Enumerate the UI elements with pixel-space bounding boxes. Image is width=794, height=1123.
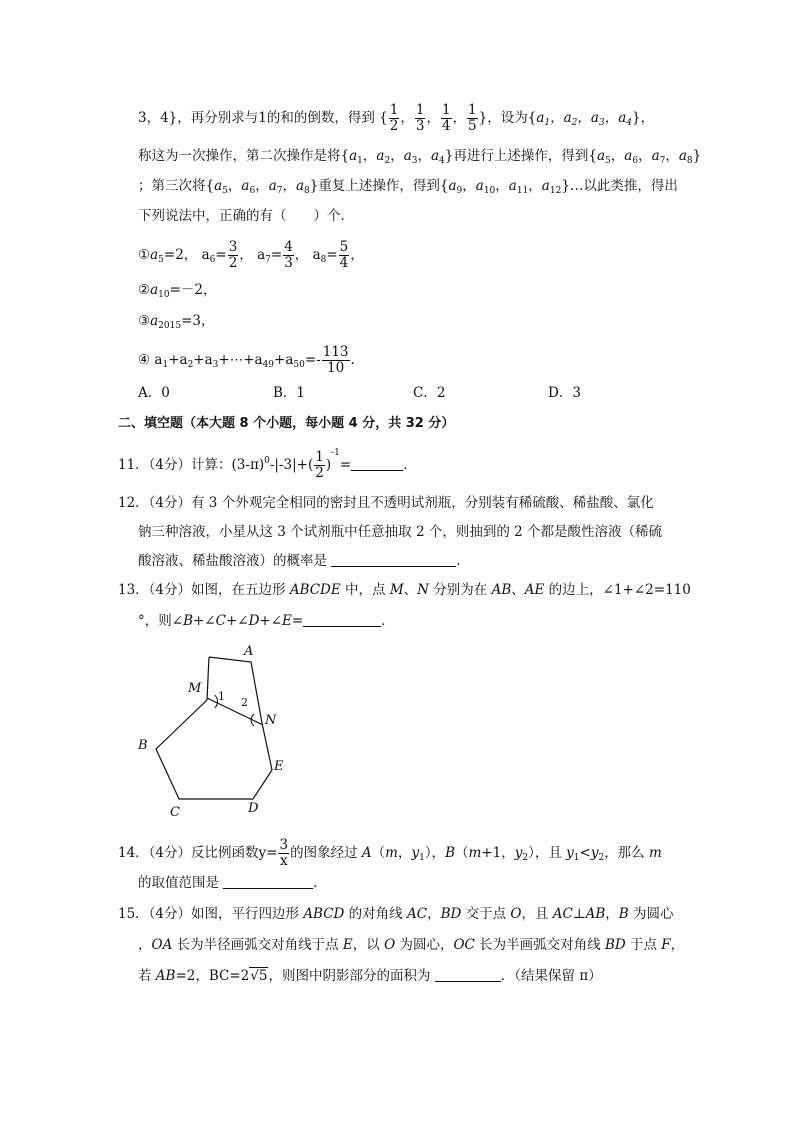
frac-den: x bbox=[279, 853, 288, 869]
q10-s1-end: ， bbox=[350, 247, 364, 263]
option-d[interactable]: D．3 bbox=[548, 385, 581, 401]
q11-expr-b: -|-3|+( bbox=[269, 457, 314, 473]
option-a[interactable]: A．0 bbox=[138, 385, 170, 401]
brace-open: { bbox=[379, 110, 388, 126]
q13-line1: 13．（4分）如图，在五边形 ABCDE 中，点 M、N 分别为在 AB、AE 的边上，∠1+∠2=110 bbox=[118, 582, 691, 598]
q12-answer-blank[interactable] bbox=[331, 552, 456, 567]
frac-num: 4 bbox=[284, 239, 293, 255]
frac-3-2 bbox=[228, 240, 239, 271]
q14-label: 14．（4分）反比例函数 bbox=[118, 845, 259, 861]
pentagon-outline bbox=[156, 657, 272, 799]
frac-5-4 bbox=[339, 240, 350, 271]
frac-1-3 bbox=[415, 103, 426, 134]
frac-num: 5 bbox=[339, 239, 349, 255]
q10-statement-3: $③a_{2015}=3$， bbox=[138, 313, 215, 331]
q15-line3: 若 AB=2，BC=2√5，则图中阴影部分的面积为 ．（结果保留 π） bbox=[138, 968, 602, 984]
label-a: A bbox=[244, 644, 254, 659]
q10-statement-4: ④ $a_1+a_2+a_3+\cdots+a_{49}+a_{50}=-$ $\frac{113}{10}$ . bbox=[138, 344, 355, 376]
circle-4: ④ bbox=[138, 352, 151, 368]
q11-expr-a: (3-π) bbox=[231, 457, 265, 473]
q11-expr-d: = bbox=[339, 457, 352, 473]
frac-den: 10 bbox=[327, 360, 345, 376]
frac-num: 1 bbox=[415, 102, 425, 118]
q14-line1: 14．（4分）反比例函数y= $\frac{3}{x}$ 的图象经过 A（m，$y_1$），B（m+1，$y_2$），且 $y_1<y_2$，那么 m bbox=[118, 837, 662, 869]
frac-num: 1 bbox=[468, 102, 477, 118]
q10-line1-close: }， bbox=[632, 110, 655, 126]
frac-num: 1 bbox=[315, 449, 324, 465]
label-b: B bbox=[138, 738, 148, 753]
q10-line1-mid: ，设为{ bbox=[487, 110, 537, 126]
frac-1-5 bbox=[467, 103, 478, 134]
q13-end: ． bbox=[381, 613, 395, 629]
q11-end: ． bbox=[403, 457, 417, 473]
q10-line4: 下列说法中，正确的有（ ）个． bbox=[138, 208, 354, 224]
frac-1-4 bbox=[441, 103, 452, 134]
sqrt-value: 5 bbox=[258, 968, 268, 984]
frac-num: 1 bbox=[441, 102, 451, 118]
label-c: C bbox=[170, 805, 180, 820]
q10-line2: 称这为一次操作，第二次操作是将{$a_1$，$a_2$，$a_3$，$a_4$}再进行上述操作，得到{$a_5$，$a_6$，$a_7$，$a_8$} bbox=[138, 148, 702, 166]
q15-line3-text: ，则图中阴影部分的面积为 bbox=[268, 968, 431, 984]
q15-line1: 15．（4分）如图，平行四边形 ABCD 的对角线 AC，BD 交于点 O，且 AC⊥AB，B 为圆心 bbox=[118, 906, 674, 922]
frac-den: 2 bbox=[389, 118, 399, 134]
section-2-title: 二、填空题（本大题 8 个小题，每小题 4 分，共 32 分） bbox=[118, 416, 455, 431]
q10-line3: ；第三次将{$a_5$，$a_6$，$a_7$，$a_8$}重复上述操作，得到{$a_9$，$a_{10}$，$a_{11}$，$a_{12}\}\dots$以此类推，得出 bbox=[138, 178, 678, 196]
label-e: E bbox=[274, 759, 284, 774]
q11-exp0: 0 bbox=[264, 456, 270, 466]
q13-line2: °，则∠B+∠C+∠D+∠E= ． bbox=[138, 613, 395, 629]
circle-1: ① bbox=[138, 247, 151, 263]
q12-line2: 钠三种溶液，小星从这 3 个试剂瓶中任意抽取 2 个，则抽到的 2 个都是酸性溶液（稀硫 bbox=[138, 524, 663, 540]
q10-line1: 3，4}，再分别求与1的和的倒数，得到 { $\frac{1}{2}$ ， $\frac{1}{3}$ ， $\frac{1}{4}$ ， $\frac{1}{5}$ }，设为{$a_1$，$a_2$，$a_3$，$a_4$}， bbox=[138, 102, 655, 134]
frac-den: 3 bbox=[284, 255, 293, 271]
q15-answer-blank[interactable] bbox=[435, 967, 501, 982]
option-c[interactable]: C．2 bbox=[413, 385, 446, 401]
label-1: 1 bbox=[218, 690, 225, 703]
q14-y: y= bbox=[258, 845, 278, 861]
frac-4-3 bbox=[283, 240, 294, 271]
q11 bbox=[118, 450, 417, 481]
q12-line1: 12．（4分）有 3 个外观完全相同的密封且不透明试剂瓶，分别装有稀硫酸、稀盐酸、氯化 bbox=[118, 495, 654, 511]
q10-line1-text: 3，4}，再分别求与1的和的倒数，得到 bbox=[138, 110, 375, 126]
frac-den: 5 bbox=[468, 118, 477, 134]
q10-s4-end: . bbox=[350, 352, 355, 368]
frac-1-2 bbox=[389, 103, 400, 134]
label-n: N bbox=[265, 713, 277, 728]
segment-mn bbox=[207, 698, 263, 725]
frac-den: 2 bbox=[228, 255, 238, 271]
q12-line3-text: 酸溶液、稀盐酸溶液）的概率是 bbox=[138, 553, 327, 569]
option-b[interactable]: B．1 bbox=[273, 385, 306, 401]
frac-1-2 bbox=[314, 450, 325, 481]
q11-label: 11．（4分）计算： bbox=[118, 457, 232, 473]
q10-line1-set: $a_1$，$a_2$，$a_3$，$a_4$ bbox=[536, 110, 632, 128]
q10-options bbox=[138, 383, 638, 403]
label-m: M bbox=[188, 681, 202, 696]
q13-answer-blank[interactable] bbox=[303, 612, 381, 627]
frac-3-x bbox=[278, 838, 289, 869]
q15-end: ．（结果保留 π） bbox=[500, 968, 602, 984]
pentagon-figure bbox=[130, 640, 300, 820]
label-d: D bbox=[248, 801, 259, 816]
label-2: 2 bbox=[241, 696, 248, 709]
frac-num: 3 bbox=[279, 837, 289, 853]
q12-line3 bbox=[138, 551, 470, 571]
q11-expr-c: ) bbox=[325, 457, 332, 473]
brace-close: } bbox=[478, 110, 488, 126]
frac-num: 1 bbox=[389, 102, 399, 118]
q11-exp-minus1: -1 bbox=[331, 448, 340, 458]
q15-line2: ，OA 长为半径画弧交对角线于点 E，以 O 为圆心，OC 长为半画弧交对角线 BD 于点 F， bbox=[138, 937, 685, 953]
q12-end: ． bbox=[456, 553, 470, 569]
q10-statement-2: $②a_{10}=-2$， bbox=[138, 282, 217, 300]
frac-113-10 bbox=[322, 345, 350, 376]
frac-den: 2 bbox=[315, 465, 324, 481]
frac-num: 3 bbox=[228, 239, 238, 255]
frac-den: 3 bbox=[415, 118, 425, 134]
q10-statement-1: $①a_5=2$， $a_6=$ $\frac{3}{2}$ ， $a_7=$ $\frac{4}{3}$ ， $a_8=$ $\frac{5}{4}$ ， bbox=[138, 239, 364, 271]
q14-line2 bbox=[138, 873, 327, 893]
q14-line2-text: 的取值范围是 bbox=[138, 875, 219, 891]
q14-answer-blank[interactable] bbox=[223, 874, 313, 889]
frac-den: 4 bbox=[441, 118, 451, 134]
q11-answer-blank[interactable] bbox=[351, 456, 403, 471]
q14-end: ． bbox=[313, 875, 327, 891]
frac-num: 113 bbox=[322, 344, 349, 360]
sqrt-5: √5 bbox=[250, 968, 268, 984]
frac-den: 4 bbox=[339, 255, 349, 271]
